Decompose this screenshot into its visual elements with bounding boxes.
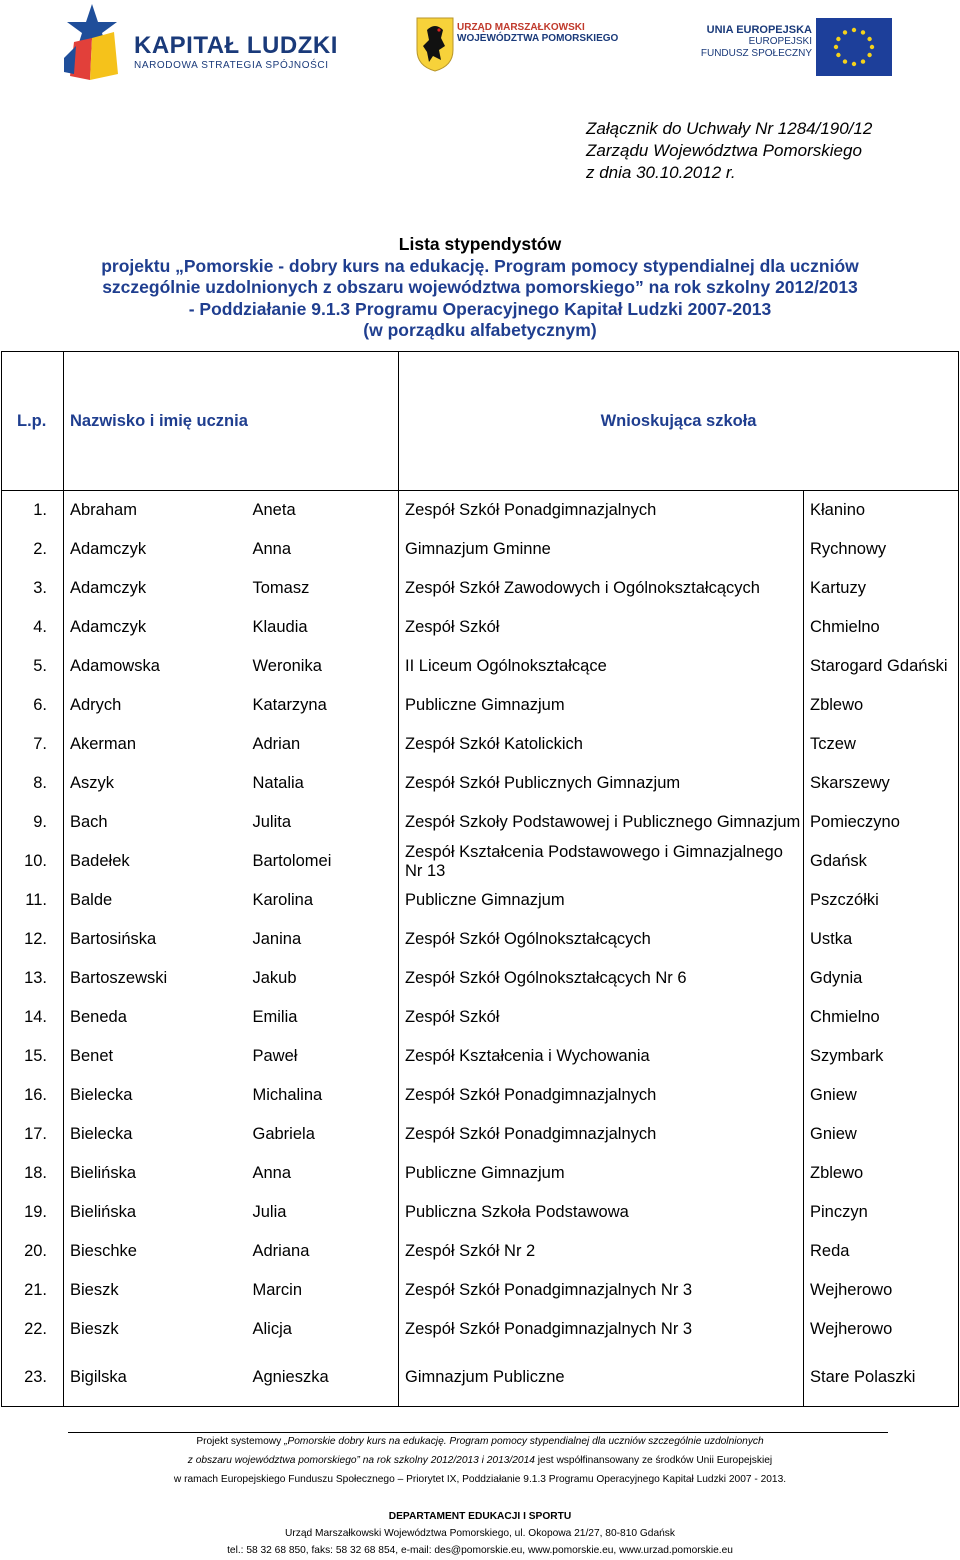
- student-surname: Aszyk: [64, 764, 247, 803]
- table-header-row: [2, 352, 959, 491]
- table-row: [2, 569, 959, 608]
- table-row: [2, 881, 959, 920]
- student-first-name: Tomasz: [247, 569, 399, 608]
- row-number: 3.: [2, 569, 64, 608]
- table-row: [2, 608, 959, 647]
- student-surname: Bach: [64, 803, 247, 842]
- school-town: Starogard Gdański: [804, 647, 959, 686]
- table-row: [2, 725, 959, 764]
- student-first-name: Paweł: [247, 1037, 399, 1076]
- student-surname: Bieszk: [64, 1310, 247, 1349]
- student-surname: Adrych: [64, 686, 247, 725]
- school-name: Zespół Szkół Zawodowych i Ogólnokształcących: [399, 569, 804, 608]
- school-name: Zespół Kształcenia i Wychowania: [399, 1037, 804, 1076]
- footer-line2-suffix: jest współfinansowany ze środków Unii Europejskiej: [534, 1455, 773, 1466]
- school-town: Chmielno: [804, 608, 959, 647]
- school-name: Publiczne Gimnazjum: [399, 686, 804, 725]
- student-surname: Bielińska: [64, 1193, 247, 1232]
- table-row: [2, 686, 959, 725]
- student-surname: Adamczyk: [64, 530, 247, 569]
- student-first-name: Janina: [247, 920, 399, 959]
- school-town: Wejherowo: [804, 1271, 959, 1310]
- row-number: 9.: [2, 803, 64, 842]
- table-row: [2, 647, 959, 686]
- row-number: 5.: [2, 647, 64, 686]
- document-title: [0, 234, 960, 342]
- footer-line1-prefix: Projekt systemowy: [196, 1436, 285, 1447]
- student-surname: Bielińska: [64, 1154, 247, 1193]
- row-number: 4.: [2, 608, 64, 647]
- school-town: Zblewo: [804, 686, 959, 725]
- school-town: Pomieczyno: [804, 803, 959, 842]
- school-town: Szymbark: [804, 1037, 959, 1076]
- school-town: Wejherowo: [804, 1310, 959, 1349]
- school-town: Tczew: [804, 725, 959, 764]
- row-number: 7.: [2, 725, 64, 764]
- scholarship-table: [1, 351, 959, 1407]
- school-name: Zespół Szkół Nr 2: [399, 1232, 804, 1271]
- row-number: 17.: [2, 1115, 64, 1154]
- school-town: Gniew: [804, 1076, 959, 1115]
- eu-logo: [700, 14, 900, 74]
- student-surname: Badełek: [64, 842, 247, 881]
- row-number: 12.: [2, 920, 64, 959]
- table-row: [2, 920, 959, 959]
- student-first-name: Adriana: [247, 1232, 399, 1271]
- table-row: [2, 842, 959, 881]
- row-number: 15.: [2, 1037, 64, 1076]
- student-surname: Adamczyk: [64, 608, 247, 647]
- student-surname: Abraham: [64, 491, 247, 531]
- row-number: 8.: [2, 764, 64, 803]
- student-surname: Benet: [64, 1037, 247, 1076]
- school-town: Ustka: [804, 920, 959, 959]
- row-number: 1.: [2, 491, 64, 531]
- school-name: Zespół Szkół Katolickich: [399, 725, 804, 764]
- table-row: [2, 491, 959, 531]
- student-surname: Bartoszewski: [64, 959, 247, 998]
- griffin-crest-icon: [415, 16, 455, 72]
- footer-line2-italic: z obszaru województwa pomorskiego” na rok szkolny 2012/2013 i 2013/2014: [187, 1455, 535, 1466]
- school-name: Zespół Szkół Ponadgimnazjalnych Nr 3: [399, 1310, 804, 1349]
- annex-line-1: Załącznik do Uchwały Nr 1284/190/12: [586, 119, 873, 138]
- school-name: Publiczna Szkoła Podstawowa: [399, 1193, 804, 1232]
- row-number: 22.: [2, 1310, 64, 1349]
- school-town: Gniew: [804, 1115, 959, 1154]
- footer-address: Urząd Marszałkowski Województwa Pomorskiego, ul. Okopowa 21/27, 80-810 Gdańsk: [285, 1528, 675, 1539]
- school-name: Zespół Szkół Ogólnokształcących: [399, 920, 804, 959]
- table-row: [2, 998, 959, 1037]
- student-surname: Bartosińska: [64, 920, 247, 959]
- row-number: 11.: [2, 881, 64, 920]
- title-line-5: (w porządku alfabetycznym): [363, 320, 597, 340]
- student-first-name: Julia: [247, 1193, 399, 1232]
- student-first-name: Emilia: [247, 998, 399, 1037]
- student-surname: Bigilska: [64, 1349, 247, 1407]
- student-first-name: Klaudia: [247, 608, 399, 647]
- student-first-name: Anna: [247, 530, 399, 569]
- school-town: Kłanino: [804, 491, 959, 531]
- annex-line-2: Zarządu Województwa Pomorskiego: [586, 141, 862, 160]
- annex-reference: [586, 118, 872, 184]
- student-first-name: Marcin: [247, 1271, 399, 1310]
- school-name: Zespół Szkół Ponadgimnazjalnych: [399, 491, 804, 531]
- kapital-ludzki-title: KAPITAŁ LUDZKI: [134, 32, 338, 59]
- table-row: [2, 1232, 959, 1271]
- table-row: [2, 1193, 959, 1232]
- table-row: [2, 764, 959, 803]
- footer-divider: [68, 1432, 888, 1433]
- title-line-2: projektu „Pomorskie - dobry kurs na edukację. Program pomocy stypendialnej dla uczniów: [101, 255, 859, 276]
- annex-line-3: z dnia 30.10.2012 r.: [586, 163, 736, 182]
- school-name: Zespół Szkół: [399, 998, 804, 1037]
- school-town: Chmielno: [804, 998, 959, 1037]
- school-name: Zespół Szkół Ponadgimnazjalnych Nr 3: [399, 1271, 804, 1310]
- table-row: [2, 1154, 959, 1193]
- title-line-3: szczególnie uzdolnionych z obszaru województwa pomorskiego” na rok szkolny 2012/2013: [102, 277, 858, 297]
- row-number: 13.: [2, 959, 64, 998]
- urzad-line-2: WOJEWÓDZTWA POMORSKIEGO: [457, 33, 619, 44]
- school-name: Publiczne Gimnazjum: [399, 881, 804, 920]
- student-first-name: Jakub: [247, 959, 399, 998]
- eu-logo-text: [700, 24, 812, 60]
- table-row: [2, 803, 959, 842]
- student-surname: Adamowska: [64, 647, 247, 686]
- student-surname: Akerman: [64, 725, 247, 764]
- eu-line-3: FUNDUSZ SPOŁECZNY: [700, 48, 812, 59]
- school-name: II Liceum Ogólnokształcące: [399, 647, 804, 686]
- urzad-marszalkowski-text: [457, 22, 618, 44]
- row-number: 23.: [2, 1349, 64, 1407]
- table-row: [2, 1037, 959, 1076]
- student-first-name: Adrian: [247, 725, 399, 764]
- urzad-line-1: URZĄD MARSZAŁKOWSKI: [457, 22, 585, 33]
- footer-project-line-3: w ramach Europejskiego Funduszu Społecznego – Priorytet IX, Poddziałanie 9.1.3 Programu Operacyjnego Kapitał Ludzki 2007 - 2013.: [173, 1474, 787, 1485]
- student-first-name: Anna: [247, 1154, 399, 1193]
- student-first-name: Natalia: [247, 764, 399, 803]
- row-number: 2.: [2, 530, 64, 569]
- school-town: Stare Polaszki: [804, 1349, 959, 1407]
- eu-flag-icon: [816, 18, 892, 76]
- footer-contact: tel.: 58 32 68 850, faks: 58 32 68 854, e-mail: des@pomorskie.eu, www.pomorskie.eu, www.urzad.pomorskie.eu: [227, 1545, 733, 1556]
- footer-department: DEPARTAMENT EDUKACJI I SPORTU: [388, 1511, 572, 1522]
- row-number: 14.: [2, 998, 64, 1037]
- student-first-name: Agnieszka: [247, 1349, 399, 1407]
- row-number: 21.: [2, 1271, 64, 1310]
- row-number: 18.: [2, 1154, 64, 1193]
- school-town: Gdańsk: [804, 842, 959, 881]
- title-line-1: Lista stypendystów: [398, 234, 562, 254]
- table-row: [2, 530, 959, 569]
- student-first-name: Gabriela: [247, 1115, 399, 1154]
- row-number: 19.: [2, 1193, 64, 1232]
- student-surname: Bielecka: [64, 1115, 247, 1154]
- student-surname: Bieszk: [64, 1271, 247, 1310]
- school-name: Gimnazjum Publiczne: [399, 1349, 804, 1407]
- school-name: Zespół Szkół Publicznych Gimnazjum: [399, 764, 804, 803]
- school-name: Zespół Szkół: [399, 608, 804, 647]
- header-lp: L.p.: [2, 352, 64, 491]
- school-name: Zespół Szkół Ponadgimnazjalnych: [399, 1076, 804, 1115]
- row-number: 10.: [2, 842, 64, 881]
- kapital-ludzki-logo: [62, 2, 338, 80]
- school-name: Gimnazjum Gminne: [399, 530, 804, 569]
- student-first-name: Karolina: [247, 881, 399, 920]
- student-first-name: Bartolomei: [247, 842, 399, 881]
- student-surname: Adamczyk: [64, 569, 247, 608]
- table-row: [2, 959, 959, 998]
- school-town: Pinczyn: [804, 1193, 959, 1232]
- kapital-ludzki-subtitle: NARODOWA STRATEGIA SPÓJNOŚCI: [134, 60, 329, 71]
- eu-line-2: EUROPEJSKI: [748, 36, 812, 47]
- table-row: [2, 1271, 959, 1310]
- student-first-name: Alicja: [247, 1310, 399, 1349]
- row-number: 20.: [2, 1232, 64, 1271]
- student-first-name: Julita: [247, 803, 399, 842]
- school-town: Reda: [804, 1232, 959, 1271]
- footer-project-line-2: [0, 1455, 960, 1466]
- footer-project-line-1: [0, 1436, 960, 1447]
- urzad-marszalkowski-logo: [415, 14, 619, 74]
- row-number: 16.: [2, 1076, 64, 1115]
- student-surname: Bielecka: [64, 1076, 247, 1115]
- student-surname: Balde: [64, 881, 247, 920]
- school-name: Publiczne Gimnazjum: [399, 1154, 804, 1193]
- header-school: Wnioskująca szkoła: [399, 352, 959, 491]
- row-number: 6.: [2, 686, 64, 725]
- school-town: Rychnowy: [804, 530, 959, 569]
- student-surname: Beneda: [64, 998, 247, 1037]
- school-town: Kartuzy: [804, 569, 959, 608]
- school-name: Zespół Kształcenia Podstawowego i Gimnazjalnego Nr 13: [399, 842, 804, 881]
- table-row: [2, 1310, 959, 1349]
- student-first-name: Katarzyna: [247, 686, 399, 725]
- kapital-ludzki-emblem-icon: [62, 2, 132, 82]
- table-row: [2, 1349, 959, 1407]
- table-row: [2, 1115, 959, 1154]
- header-name: Nazwisko i imię ucznia: [64, 352, 399, 491]
- title-line-4: - Poddziałanie 9.1.3 Programu Operacyjnego Kapitał Ludzki 2007-2013: [188, 298, 772, 319]
- eu-line-1: UNIA EUROPEJSKA: [706, 24, 812, 36]
- school-name: Zespół Szkół Ponadgimnazjalnych: [399, 1115, 804, 1154]
- table-row: [2, 1076, 959, 1115]
- school-town: Skarszewy: [804, 764, 959, 803]
- school-name: Zespół Szkoły Podstawowej i Publicznego Gimnazjum: [399, 803, 804, 842]
- footer-line1-italic: „Pomorskie dobry kurs na edukację. Program pomocy stypendialnej dla uczniów szczególnie uzdolnionych: [284, 1436, 764, 1447]
- school-name: Zespół Szkół Ogólnokształcących Nr 6: [399, 959, 804, 998]
- school-town: Zblewo: [804, 1154, 959, 1193]
- student-first-name: Michalina: [247, 1076, 399, 1115]
- table-body: [2, 491, 959, 1407]
- school-town: Gdynia: [804, 959, 959, 998]
- header-logos: [0, 0, 960, 90]
- student-surname: Bieschke: [64, 1232, 247, 1271]
- student-first-name: Weronika: [247, 647, 399, 686]
- student-first-name: Aneta: [247, 491, 399, 531]
- school-town: Pszczółki: [804, 881, 959, 920]
